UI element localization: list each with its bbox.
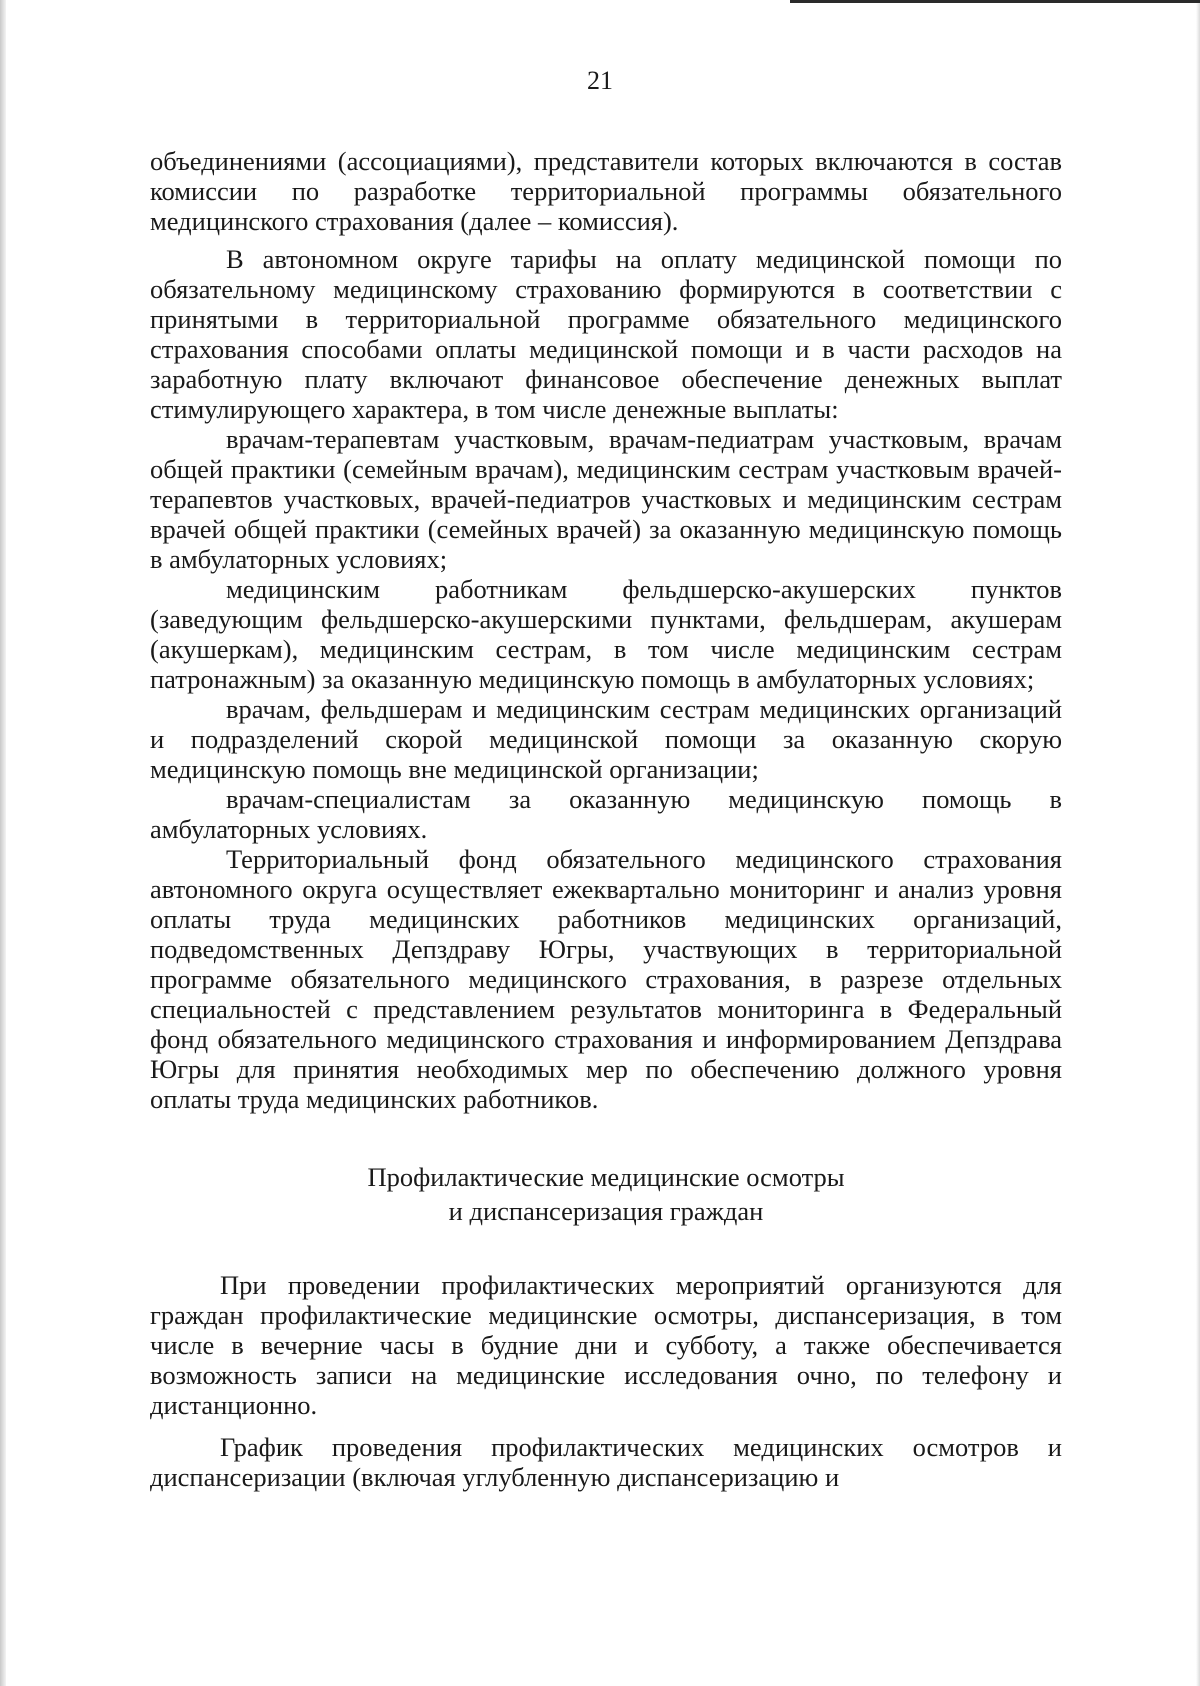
section-heading-line-2: и диспансеризация граждан <box>448 1196 764 1226</box>
list-item-specialists: врачам-специалистам за оказанную медицинскую помощь в амбулаторных условиях. <box>150 784 1062 844</box>
scan-right-edge <box>1196 0 1200 1686</box>
list-item-emergency-staff: врачам, фельдшерам и медицинским сестрам медицинских организаций и подразделений скорой медицинской помощи за оказанную скорую медицинскую помощь вне медицинской организации; <box>150 694 1062 784</box>
paragraph-schedule: График проведения профилактических медицинских осмотров и диспансеризации (включая углубленную диспансеризацию и <box>150 1432 1062 1492</box>
document-body <box>150 146 1062 1492</box>
section-body <box>150 1270 1062 1492</box>
list-item-fap-workers: медицинским работникам фельдшерско-акушерских пунктов (заведующим фельдшерско-акушерскими пунктами, фельдшерам, акушерам (акушеркам), медицинским сестрам, в том числе медицинским сестрам патронажным) за оказанную медицинскую помощь в амбулаторных условиях; <box>150 574 1062 694</box>
paragraph-monitoring: Территориальный фонд обязательного медицинского страхования автономного округа осуществляет ежеквартально мониторинг и анализ уровня оплаты труда медицинских работников медицинских организаций, подведомственных Депздраву Югры, участвующих в территориальной программе обязательного медицинского страхования, в разрезе отдельных специальностей с представлением результатов мониторинга в Федеральный фонд обязательного медицинского страхования и информированием Депздрава Югры для принятия необходимых мер по обеспечению должного уровня оплаты труда медицинских работников. <box>150 844 1062 1114</box>
paragraph-continuation: объединениями (ассоциациями), представители которых включаются в состав комиссии по разработке территориальной программы обязательного медицинского страхования (далее – комиссия). <box>150 146 1062 236</box>
scan-left-edge <box>0 0 6 1686</box>
section-heading <box>150 1160 1062 1228</box>
section-heading-line-1: Профилактические медицинские осмотры <box>367 1162 845 1192</box>
top-rule <box>790 0 1200 3</box>
paragraph-tariffs: В автономном округе тарифы на оплату медицинской помощи по обязательному медицинскому страхованию формируются в соответствии с принятыми в территориальной программе обязательного медицинского страхования способами оплаты медицинской помощи и в части расходов на заработную плату включают финансовое обеспечение денежных выплат стимулирующего характера, в том числе денежные выплаты: <box>150 244 1062 424</box>
page-number: 21 <box>587 66 613 95</box>
paragraph-preventive-measures: При проведении профилактических мероприятий организуются для граждан профилактические медицинские осмотры, диспансеризация, в том числе в вечерние часы в будние дни и субботу, а также обеспечивается возможность записи на медицинские исследования очно, по телефону и дистанционно. <box>150 1270 1062 1420</box>
list-item-district-doctors: врачам-терапевтам участковым, врачам-педиатрам участковым, врачам общей практики (семейным врачам), медицинским сестрам участковым врачей-терапевтов участковых, врачей-педиатров участковых и медицинским сестрам врачей общей практики (семейных врачей) за оказанную медицинскую помощь в амбулаторных условиях; <box>150 424 1062 574</box>
